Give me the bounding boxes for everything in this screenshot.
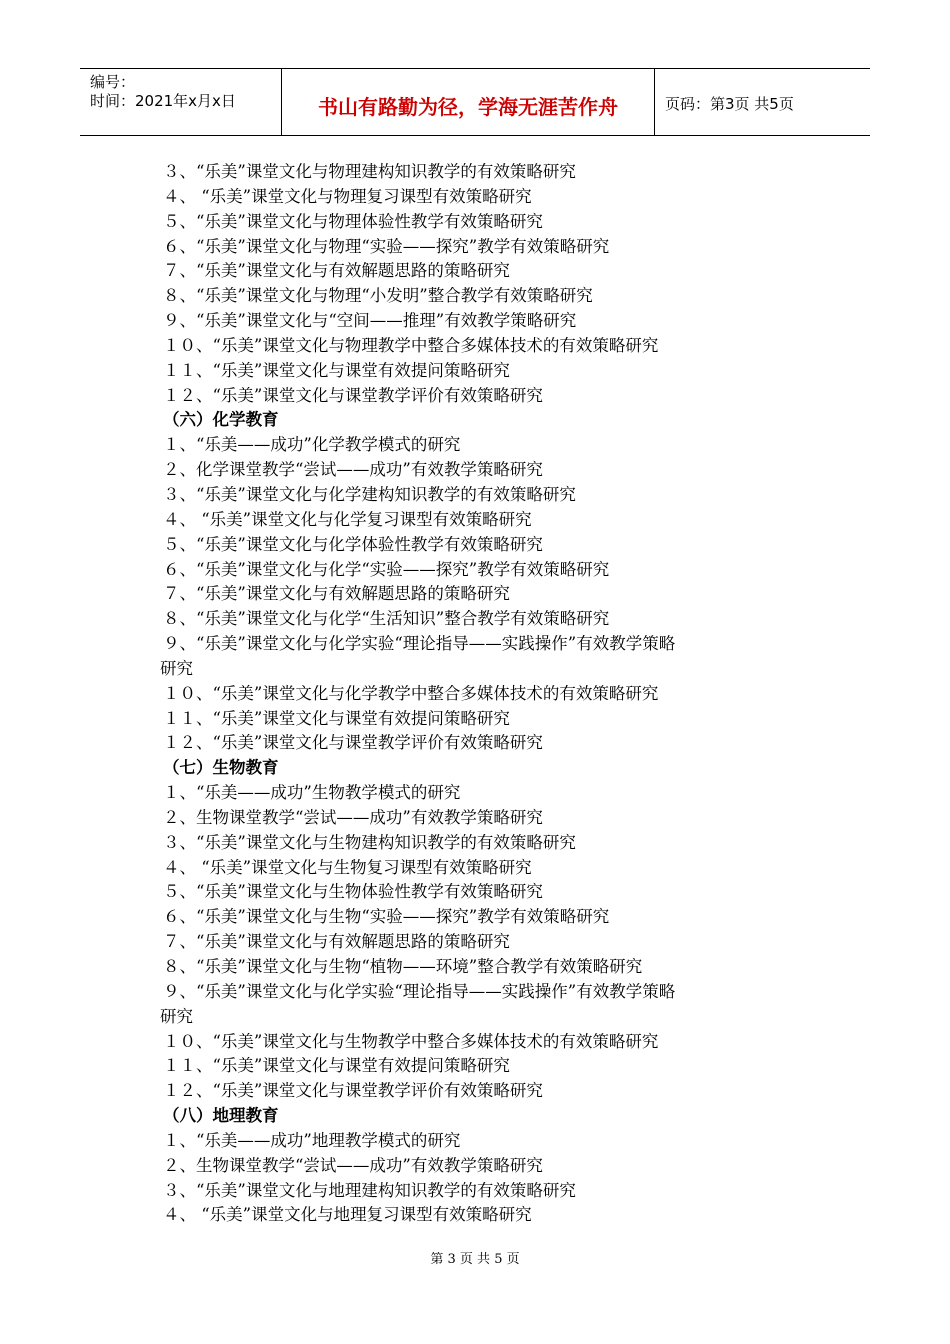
list-item: １１、“乐美”课堂文化与课堂有效提问策略研究 [163,708,510,728]
list-item: ３、“乐美”课堂文化与地理建构知识教学的有效策略研究 [163,1180,576,1200]
list-item: ５、“乐美”课堂文化与生物体验性教学有效策略研究 [163,882,543,902]
list-item: ７、“乐美”课堂文化与有效解题思路的策略研究 [163,261,510,281]
page-header [80,68,870,136]
list-item: ７、“乐美”课堂文化与有效解题思路的策略研究 [163,584,510,604]
list-item-continuation: 研究 [160,1006,193,1026]
list-item: ３、“乐美”课堂文化与化学建构知识教学的有效策略研究 [163,484,576,504]
list-item: ２、生物课堂教学“尝试——成功”有效教学策略研究 [163,807,543,827]
list-item: ６、“乐美”课堂文化与化学“实验——探究”教学有效策略研究 [163,559,610,579]
list-item: １２、“乐美”课堂文化与课堂教学评价有效策略研究 [163,1081,543,1101]
list-item: １１、“乐美”课堂文化与课堂有效提问策略研究 [163,360,510,380]
document-date-label: 时间：2021年x月x日 [90,92,236,110]
header-motto: 书山有路勤为径，学海无涯苦作舟 [282,69,655,135]
list-item: ９、“乐美”课堂文化与“空间——推理”有效教学策略研究 [163,311,577,331]
list-item: ８、“乐美”课堂文化与物理“小发明”整合教学有效策略研究 [163,286,593,306]
list-item: １０、“乐美”课堂文化与生物教学中整合多媒体技术的有效策略研究 [163,1031,659,1051]
section-heading-chemistry: （六）化学教育 [163,410,279,430]
list-item: ２、生物课堂教学“尝试——成功”有效教学策略研究 [163,1155,543,1175]
list-item: １０、“乐美”课堂文化与物理教学中整合多媒体技术的有效策略研究 [163,335,659,355]
list-item: ９、“乐美”课堂文化与化学实验“理论指导——实践操作”有效教学策略 [163,634,676,654]
list-item: １１、“乐美”课堂文化与课堂有效提问策略研究 [163,1056,510,1076]
list-item: ７、“乐美”课堂文化与有效解题思路的策略研究 [163,932,510,952]
section-heading-biology: （七）生物教育 [163,758,279,778]
page-footer: 第 3 页 共 5 页 [430,1252,520,1267]
list-item: １０、“乐美”课堂文化与化学教学中整合多媒体技术的有效策略研究 [163,683,659,703]
header-meta [80,69,282,135]
list-item: １、“乐美——成功”化学教学模式的研究 [163,435,461,455]
list-item: ４、 “乐美”课堂文化与生物复习课型有效策略研究 [163,857,532,877]
list-item: １、“乐美——成功”地理教学模式的研究 [163,1130,461,1150]
list-item: ３、“乐美”课堂文化与生物建构知识教学的有效策略研究 [163,832,576,852]
list-item: ５、“乐美”课堂文化与化学体验性教学有效策略研究 [163,534,543,554]
list-item: １２、“乐美”课堂文化与课堂教学评价有效策略研究 [163,385,543,405]
list-item: ４、 “乐美”课堂文化与化学复习课型有效策略研究 [163,509,532,529]
list-item: ６、“乐美”课堂文化与物理“实验——探究”教学有效策略研究 [163,236,610,256]
list-item: ６、“乐美”课堂文化与生物“实验——探究”教学有效策略研究 [163,907,610,927]
list-item: ２、化学课堂教学“尝试——成功”有效教学策略研究 [163,460,543,480]
list-item: １、“乐美——成功”生物教学模式的研究 [163,783,461,803]
list-item: １２、“乐美”课堂文化与课堂教学评价有效策略研究 [163,733,543,753]
list-item-continuation: 研究 [160,658,193,678]
list-item: ８、“乐美”课堂文化与生物“植物——环境”整合教学有效策略研究 [163,957,643,976]
document-body [160,160,823,1228]
list-item: ５、“乐美”课堂文化与物理体验性教学有效策略研究 [163,211,543,231]
list-item: ８、“乐美”课堂文化与化学“生活知识”整合教学有效策略研究 [163,609,610,629]
list-item: ９、“乐美”课堂文化与化学实验“理论指导——实践操作”有效教学策略 [163,981,676,1001]
list-item: ４、 “乐美”课堂文化与物理复习课型有效策略研究 [163,186,532,206]
list-item: ４、 “乐美”课堂文化与地理复习课型有效策略研究 [163,1205,532,1225]
section-heading-geography: （八）地理教育 [163,1106,279,1126]
document-number-label: 编号： [90,73,136,91]
header-page-info: 页码：第3页 共5页 [665,94,794,113]
list-item: ３、“乐美”课堂文化与物理建构知识教学的有效策略研究 [163,162,576,181]
